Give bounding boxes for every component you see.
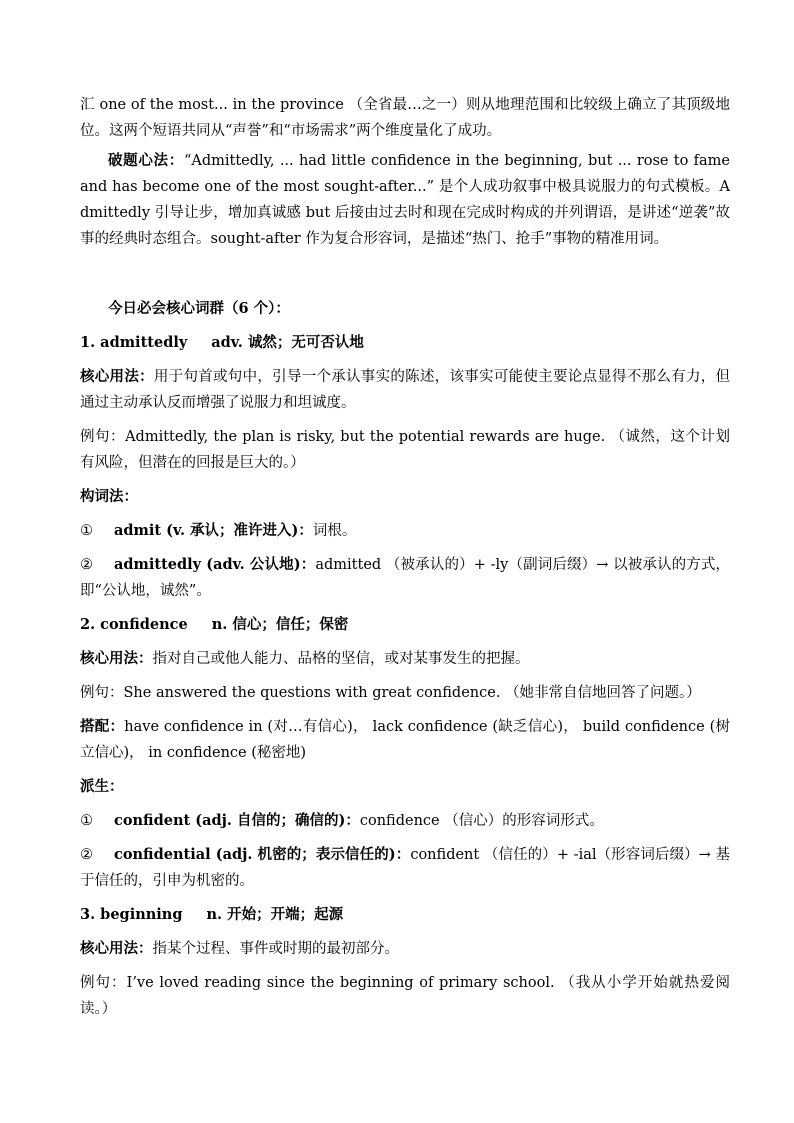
usage-1	[80, 364, 730, 416]
example-label: 例句：	[80, 429, 126, 445]
intro-paragraph-1	[80, 92, 730, 144]
derivation-item-2	[80, 842, 730, 894]
formation-head: admit (v. 承认；准许进入)：	[114, 522, 313, 539]
formation-item-2	[80, 552, 730, 604]
derivation-text: confident （信任的）+ -ial（形容词后缀）→ 基于信任的，引申为机密的。	[80, 847, 730, 889]
example-label: 例句：	[80, 975, 127, 991]
example-2	[80, 680, 730, 706]
derivation-item-1	[80, 808, 730, 834]
usage-label: 核心用法：	[80, 650, 153, 667]
circled-number: ①	[80, 523, 93, 539]
usage-text: 指某个过程、事件或时期的最初部分。	[152, 941, 399, 957]
intro-text-1: 汇 one of the most... in the province （全省最…之一）则从地理范围和比较级上确立了其顶级地位。这两个短语共同从“声誉”和“市场需求”两个维度量化了成功。	[80, 97, 730, 139]
intro-label: 破题心法：	[108, 152, 184, 169]
word-heading-3	[80, 902, 730, 928]
word-pos: adv. 诚然；无可否认地	[211, 334, 364, 351]
usage-text: 用于句首或句中，引导一个承认事实的陈述，该事实可能使主要论点显得不那么有力，但通过主动承认反而增强了说服力和坦诚度。	[80, 369, 731, 411]
formation-item-1	[80, 518, 730, 544]
usage-2	[80, 646, 730, 672]
circled-number: ①	[80, 813, 93, 829]
word-pos: n. 开始；开端；起源	[206, 906, 344, 923]
example-text: Admittedly, the plan is risky, but the potential rewards are huge. （诚然，这个计划有风险，但潜在的回报是巨大的。）	[80, 429, 731, 471]
word-pos: n. 信心；信任；保密	[211, 616, 349, 633]
collocation-label: 搭配：	[80, 718, 125, 735]
derivation-head: confident (adj. 自信的；确信的)：	[114, 812, 360, 829]
word-heading-text: 1. admittedly	[80, 334, 188, 351]
usage-label: 核心用法：	[80, 940, 153, 957]
word-heading-2	[80, 612, 730, 638]
intro-text-2: “Admittedly, ... had little confidence in the beginning, but ... rose to fame and has become one of the most sought-after...” 是个人成功叙事中极具说服力的句式模板。Admittedly 引导让步，增加真诚感 but 后接由过去时和现在完成时构成的并列谓语，是讲述“逆袭”故事的经典时态组合。sought-after 作为复合形容词，是描述“热门、抢手”事物的精准用词。	[80, 153, 730, 247]
section-title: 今日必会核心词群（6 个）：	[108, 300, 290, 317]
example-3	[80, 970, 730, 1022]
word-formation-label: 构词法：	[80, 488, 138, 505]
usage-label: 核心用法：	[80, 368, 154, 385]
example-text: She answered the questions with great confidence. （她非常自信地回答了问题。）	[123, 685, 701, 701]
circled-number: ②	[80, 847, 93, 863]
derivation-text: confidence （信心）的形容词形式。	[359, 813, 604, 829]
usage-3	[80, 936, 730, 962]
intro-paragraph-2	[80, 148, 730, 252]
example-text: I’ve loved reading since the beginning of primary school. （我从小学开始就热爱阅读。）	[80, 975, 730, 1017]
formation-head: admittedly (adv. 公认地)：	[114, 556, 316, 573]
word-heading-1	[80, 330, 730, 356]
word-heading-text: 3. beginning	[80, 906, 183, 923]
spacer	[80, 256, 730, 296]
collocation-2	[80, 714, 730, 766]
derivation-label: 派生：	[80, 778, 124, 795]
usage-text: 指对自己或他人能力、品格的坚信，或对某事发生的把握。	[152, 651, 530, 667]
document-page	[80, 92, 730, 1026]
formation-text: 词根。	[312, 523, 357, 539]
example-1	[80, 424, 730, 476]
word-heading-text: 2. confidence	[80, 616, 188, 633]
derivation-head: confidential (adj. 机密的；表示信任的)：	[114, 846, 411, 863]
formation-text: admitted （被承认的）+ -ly（副词后缀）→ 以被承认的方式，即“公认地，诚然”。	[80, 557, 731, 599]
circled-number: ②	[80, 557, 93, 573]
collocation-text: have confidence in (对…有信心)， lack confidence (缺乏信心)， build confidence (树立信心)， in confidence (秘密地)	[80, 719, 730, 761]
example-label: 例句：	[80, 685, 124, 701]
